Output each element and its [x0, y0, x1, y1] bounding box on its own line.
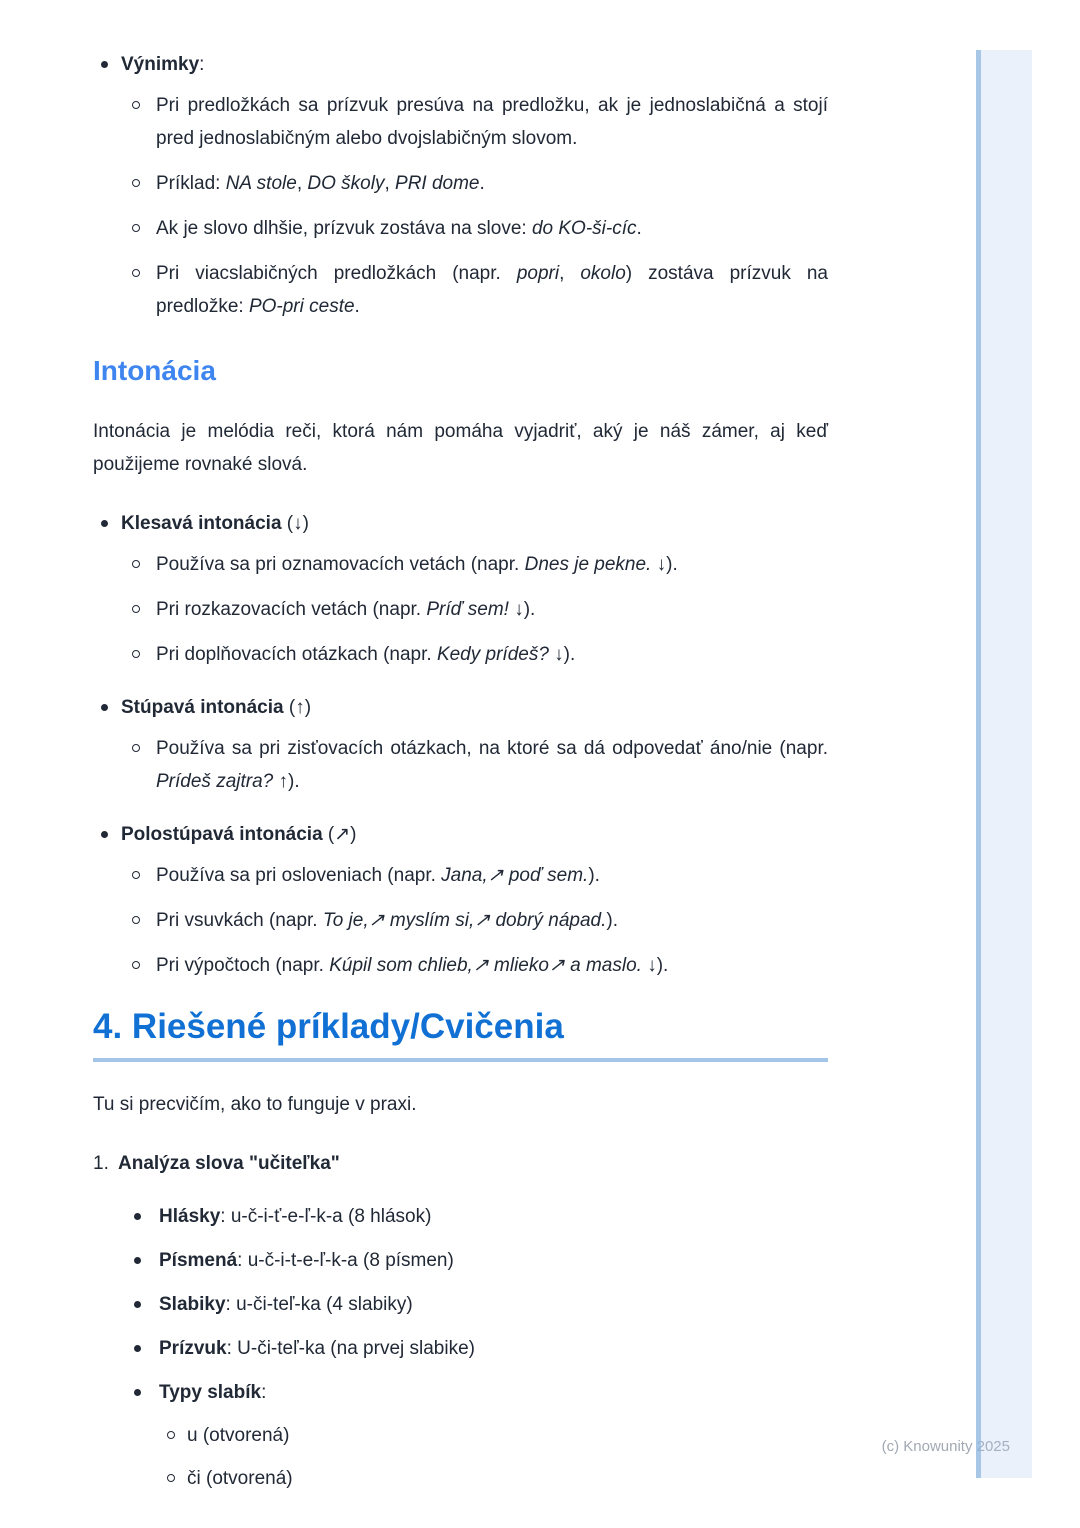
text-run: ).: [606, 910, 618, 931]
list-item-vynimky: [93, 48, 828, 323]
list-item-klesava: [93, 507, 828, 671]
list-item-text: [121, 507, 828, 540]
text-run: (↑): [283, 697, 312, 718]
text-run: ,: [384, 173, 396, 194]
text-run: Pri doplňovacích otázkach (napr.: [156, 644, 437, 665]
text-run: okolo: [580, 263, 626, 284]
intonacia-intro-paragraph: Intonácia je melódia reči, ktorá nám pomáha vyjadriť, aký je náš zámer, aj keď použijeme rovnaké slová.: [93, 421, 828, 475]
list-item-text: [121, 48, 828, 81]
list-item: [118, 1288, 828, 1321]
text-run: Používa sa pri zisťovacích otázkach, na ktoré sa dá odpovedať áno/nie (napr.: [156, 738, 828, 759]
section-heading-intonacia: Intonácia: [93, 355, 216, 386]
list-item: [121, 548, 828, 581]
list-item: [121, 89, 828, 155]
stupava-sublist: [121, 732, 828, 798]
text-run: To je,↗ myslím si,↗ dobrý nápad.: [322, 910, 607, 931]
list-item: [118, 1200, 828, 1233]
text-run: Kúpil som chlieb,↗ mlieko↗ a maslo.: [329, 955, 642, 976]
exercises-list: [93, 1147, 828, 1495]
text-run: ,: [296, 173, 308, 194]
copyright-footer: (c) Knowunity 2025: [881, 1438, 1010, 1455]
text-run: Jana,↗ poď sem.: [441, 865, 589, 886]
text-run: Používa sa pri osloveniach (napr.: [156, 865, 442, 886]
list-item: [118, 1244, 828, 1277]
text-run: Analýza slova "učiteľka": [118, 1153, 340, 1174]
list-item: [118, 1332, 828, 1365]
text-run: Slabiky: [159, 1294, 226, 1315]
list-item: [121, 593, 828, 626]
list-item: [121, 904, 828, 937]
exceptions-list: [93, 48, 828, 323]
text-run: u (otvorená): [187, 1425, 290, 1446]
cvicenia-intro-paragraph: Tu si precvičím, ako to funguje v praxi.: [93, 1094, 417, 1115]
text-run: .: [354, 296, 360, 317]
list-item: [159, 1462, 828, 1495]
text-run: :: [199, 54, 205, 75]
polostupava-sublist: [121, 859, 828, 982]
text-run: :: [261, 1382, 267, 1403]
text-run: (↓): [281, 513, 309, 534]
exercise-title: [118, 1147, 828, 1180]
text-run: ,: [559, 263, 581, 284]
text-run: Pri predložkách sa prízvuk presúva na predložku, ak je jednoslabičná a stojí pred jednoslabičným alebo dvojslabičným slovom.: [156, 95, 828, 149]
exceptions-sublist: [121, 89, 828, 323]
list-item-stupava: [93, 691, 828, 798]
exercise-item: [93, 1147, 828, 1495]
text-run: ).: [588, 865, 600, 886]
text-run: Kedy prídeš?: [436, 644, 549, 665]
text-run: .: [479, 173, 485, 194]
syllable-types-list: [159, 1419, 828, 1495]
klesava-sublist: [121, 548, 828, 671]
text-run: : u-či-teľ-ka (4 slabiky): [225, 1294, 413, 1315]
chapter-heading-cvicenia: 4. Riešené príklady/Cvičenia: [93, 1006, 828, 1062]
text-run: Klesavá intonácia: [121, 513, 282, 534]
list-item: [121, 732, 828, 798]
page-edge-strip: [976, 50, 1032, 1478]
intonation-list: [93, 507, 828, 982]
list-item: [121, 638, 828, 671]
text-run: ↓).: [508, 599, 536, 620]
text-run: : u-č-i-ť-e-ľ-k-a (8 hlások): [220, 1206, 432, 1227]
text-run: : u-č-i-t-e-ľ-k-a (8 písmen): [237, 1250, 454, 1271]
text-run: : U-či-teľ-ka (na prvej slabike): [226, 1338, 475, 1359]
text-run: ↓).: [641, 955, 669, 976]
text-run: PO-pri ceste: [248, 296, 355, 317]
text-run: Pri rozkazovacích vetách (napr.: [156, 599, 427, 620]
text-run: Písmená: [159, 1250, 238, 1271]
list-item: [121, 212, 828, 245]
list-item: [121, 859, 828, 892]
text-run: Výnimky: [121, 54, 200, 75]
text-run: DO školy: [307, 173, 385, 194]
text-run: Stúpavá intonácia: [121, 697, 284, 718]
list-item: [121, 949, 828, 982]
text-run: ↓).: [651, 554, 678, 575]
text-run: Prídeš zajtra?: [156, 771, 274, 792]
text-run: Príď sem!: [426, 599, 509, 620]
text-run: popri: [516, 263, 560, 284]
text-run: (↗): [322, 824, 357, 845]
document-content: [93, 48, 828, 1495]
text-run: Polostúpavá intonácia: [121, 824, 323, 845]
text-run: Príklad:: [156, 173, 226, 194]
text-run: či (otvorená): [187, 1468, 293, 1489]
text-run: Typy slabík: [159, 1382, 262, 1403]
text-run: PRI dome: [395, 173, 480, 194]
text-run: Hlásky: [159, 1206, 221, 1227]
list-item: [121, 167, 828, 200]
text-run: ↑).: [273, 771, 300, 792]
list-item-text: [121, 818, 828, 851]
text-run: Používa sa pri oznamovacích vetách (napr.: [156, 554, 525, 575]
text-run: ) zostáva prízvuk na predložke:: [156, 263, 828, 317]
list-item-text: [159, 1376, 828, 1409]
list-item-text: [121, 691, 828, 724]
text-run: Pri viacslabičných predložkách (napr.: [156, 263, 517, 284]
list-item-polostupava: [93, 818, 828, 982]
list-number: 1.: [93, 1153, 109, 1174]
text-run: do KO-ši-cíc: [531, 218, 637, 239]
analysis-list: [118, 1200, 828, 1495]
text-run: Pri vsuvkách (napr.: [156, 910, 323, 931]
text-run: ↓).: [548, 644, 576, 665]
text-run: NA stole: [225, 173, 297, 194]
text-run: Prízvuk: [159, 1338, 227, 1359]
list-item: [159, 1419, 828, 1452]
text-run: Dnes je pekne.: [524, 554, 652, 575]
text-run: .: [636, 218, 642, 239]
list-item-typy-slabik: [118, 1376, 828, 1495]
text-run: Ak je slovo dlhšie, prízvuk zostáva na slove:: [156, 218, 532, 239]
list-item: [121, 257, 828, 323]
text-run: Pri výpočtoch (napr.: [156, 955, 330, 976]
